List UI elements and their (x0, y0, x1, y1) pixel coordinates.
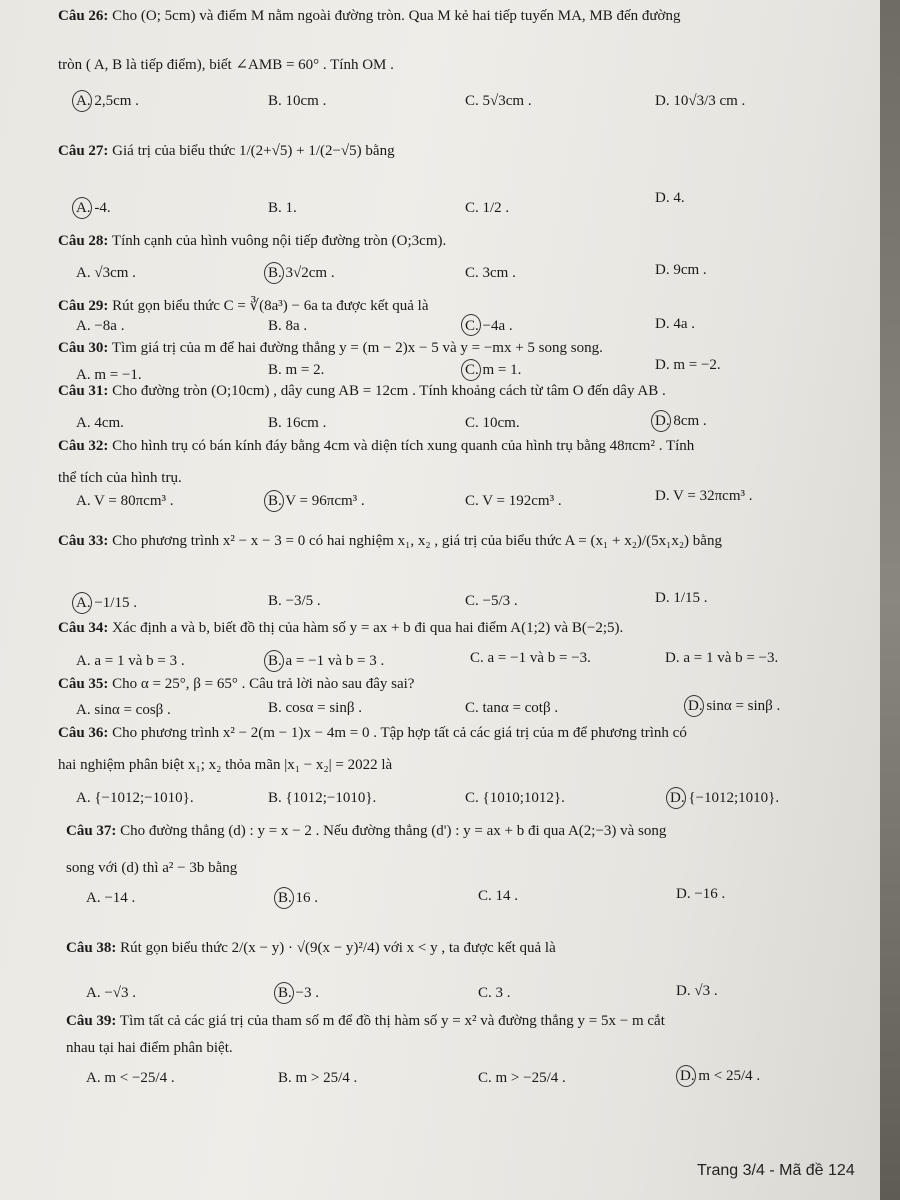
option-37-d: D. −16 . (676, 886, 726, 902)
question-29: Câu 29: Rút gọn biểu thức C = ∛(8a³) − 6a ta được kết quả là (58, 298, 429, 314)
option-36-a: A. {−1012;−1010}. (76, 790, 194, 806)
question-36-line-2: hai nghiệm phân biệt x₁; x₂ thỏa mãn |x₁ − x₂| = 2022 là (58, 757, 393, 773)
option-29-c: C. −4a . (465, 318, 513, 334)
answer-circle-31 (651, 410, 671, 432)
option-36-b: B. {1012;−1010}. (268, 790, 377, 806)
option-33-d: D. 1/15 . (655, 590, 708, 606)
option-26-c: C. 5√3cm . (465, 93, 532, 109)
question-36: Câu 36: Cho phương trình x² − 2(m − 1)x − 4m = 0 . Tập hợp tất cả các giá trị của m để phương trình có (58, 725, 687, 741)
option-34-d: D. a = 1 và b = −3. (665, 650, 779, 666)
answer-circle-37 (274, 887, 294, 909)
question-32-line-2: thể tích của hình trụ. (58, 470, 182, 486)
question-33: Câu 33: Cho phương trình x² − x − 3 = 0 có hai nghiệm x₁, x₂ , giá trị của biểu thức A = (x₁ + x₂)/(5x₁x₂) bằng (58, 533, 722, 549)
option-26-a: A. 2,5cm . (76, 93, 139, 109)
option-32-c: C. V = 192cm³ . (465, 493, 562, 509)
option-27-a: A. -4. (76, 200, 111, 216)
option-37-b: B. 16 . (278, 890, 319, 906)
question-26: Câu 26: Cho (O; 5cm) và điểm M nằm ngoài đường tròn. Qua M kẻ hai tiếp tuyến MA, MB đến đường (58, 8, 681, 24)
answer-circle-34 (264, 650, 284, 672)
answer-circle-35 (684, 695, 704, 717)
question-32: Câu 32: Cho hình trụ có bán kính đáy bằng 4cm và diện tích xung quanh của hình trụ bằng 48πcm² . Tính (58, 438, 695, 454)
question-30: Câu 30: Tìm giá trị của m để hai đường thẳng y = (m − 2)x − 5 và y = −mx + 5 song song. (58, 340, 603, 356)
option-26-d: D. 10√3/3 cm . (655, 93, 746, 109)
option-28-b: B. 3√2cm . (268, 265, 335, 281)
option-30-c: C. m = 1. (465, 362, 522, 378)
answer-circle-33 (72, 592, 92, 614)
question-37-line-2: song với (d) thì a² − 3b bằng (66, 860, 238, 876)
answer-circle-39 (676, 1065, 696, 1087)
option-27-b: B. 1. (268, 200, 297, 216)
option-32-b: B. V = 96πcm³ . (268, 493, 365, 509)
option-39-d: D. m < 25/4 . (680, 1068, 761, 1084)
option-29-b: B. 8a . (268, 318, 308, 334)
answer-circle-27 (72, 197, 92, 219)
option-28-d: D. 9cm . (655, 262, 707, 278)
page-footer: Trang 3/4 - Mã đề 124 (697, 1162, 855, 1179)
option-27-d: D. 4. (655, 190, 685, 206)
option-30-b: B. m = 2. (268, 362, 325, 378)
option-35-d: D. sinα = sinβ . (688, 698, 781, 714)
option-35-c: C. tanα = cotβ . (465, 700, 559, 716)
option-31-a: A. 4cm. (76, 415, 124, 431)
question-26-line-2: tròn ( A, B là tiếp điểm), biết ∠AMB = 60° . Tính OM . (58, 57, 394, 73)
option-37-a: A. −14 . (86, 890, 136, 906)
option-27-c: C. 1/2 . (465, 200, 510, 216)
answer-circle-28 (264, 262, 284, 284)
question-39: Câu 39: Tìm tất cả các giá trị của tham số m để đồ thị hàm số y = x² và đường thẳng y = 5x − m cắt (66, 1013, 665, 1029)
option-30-a: A. m = −1. (76, 367, 142, 383)
option-29-a: A. −8a . (76, 318, 125, 334)
option-36-c: C. {1010;1012}. (465, 790, 565, 806)
answer-circle-38 (274, 982, 294, 1004)
question-39-line-2: nhau tại hai điểm phân biệt. (66, 1040, 233, 1056)
option-35-a: A. sinα = cosβ . (76, 702, 171, 718)
option-26-b: B. 10cm . (268, 93, 327, 109)
option-39-a: A. m < −25/4 . (86, 1070, 175, 1086)
option-29-d: D. 4a . (655, 316, 695, 332)
option-38-d: D. √3 . (676, 983, 718, 999)
option-38-b: B. −3 . (278, 985, 319, 1001)
option-33-c: C. −5/3 . (465, 593, 518, 609)
question-34: Câu 34: Xác định a và b, biết đồ thị của hàm số y = ax + b đi qua hai điểm A(1;2) và B(−2;5). (58, 620, 624, 636)
option-34-c: C. a = −1 và b = −3. (470, 650, 591, 666)
question-37: Câu 37: Cho đường thẳng (d) : y = x − 2 . Nếu đường thẳng (d') : y = ax + b đi qua A(2;−3) và song (66, 823, 667, 839)
option-39-b: B. m > 25/4 . (278, 1070, 358, 1086)
option-34-a: A. a = 1 và b = 3 . (76, 653, 185, 669)
question-35: Câu 35: Cho α = 25°, β = 65° . Câu trả lời nào sau đây sai? (58, 676, 415, 692)
option-31-b: B. 16cm . (268, 415, 327, 431)
answer-circle-36 (666, 787, 686, 809)
question-27: Câu 27: Giá trị của biểu thức 1/(2+√5) + 1/(2−√5) bằng (58, 143, 395, 159)
option-28-c: C. 3cm . (465, 265, 516, 281)
answer-circle-30 (461, 359, 481, 381)
question-31: Câu 31: Cho đường tròn (O;10cm) , dây cung AB = 12cm . Tính khoảng cách từ tâm O đến dây AB . (58, 383, 666, 399)
option-30-d: D. m = −2. (655, 357, 721, 373)
question-38: Câu 38: Rút gọn biểu thức 2/(x − y) · √(9(x − y)²/4) với x < y , ta được kết quả là (66, 940, 556, 956)
option-31-c: C. 10cm. (465, 415, 520, 431)
option-31-d: D. 8cm . (655, 413, 707, 429)
option-37-c: C. 14 . (478, 888, 519, 904)
option-33-b: B. −3/5 . (268, 593, 321, 609)
option-32-d: D. V = 32πcm³ . (655, 488, 753, 504)
option-28-a: A. √3cm . (76, 265, 136, 281)
option-33-a: A. −1/15 . (76, 595, 137, 611)
option-32-a: A. V = 80πcm³ . (76, 493, 174, 509)
option-35-b: B. cosα = sinβ . (268, 700, 362, 716)
option-38-c: C. 3 . (478, 985, 511, 1001)
option-34-b: B. a = −1 và b = 3 . (268, 653, 385, 669)
question-28: Câu 28: Tính cạnh của hình vuông nội tiếp đường tròn (O;3cm). (58, 233, 447, 249)
answer-circle-26 (72, 90, 92, 112)
option-36-d: D. {−1012;1010}. (670, 790, 780, 806)
answer-circle-32 (264, 490, 284, 512)
answer-circle-29 (461, 314, 481, 336)
option-39-c: C. m > −25/4 . (478, 1070, 566, 1086)
option-38-a: A. −√3 . (86, 985, 137, 1001)
